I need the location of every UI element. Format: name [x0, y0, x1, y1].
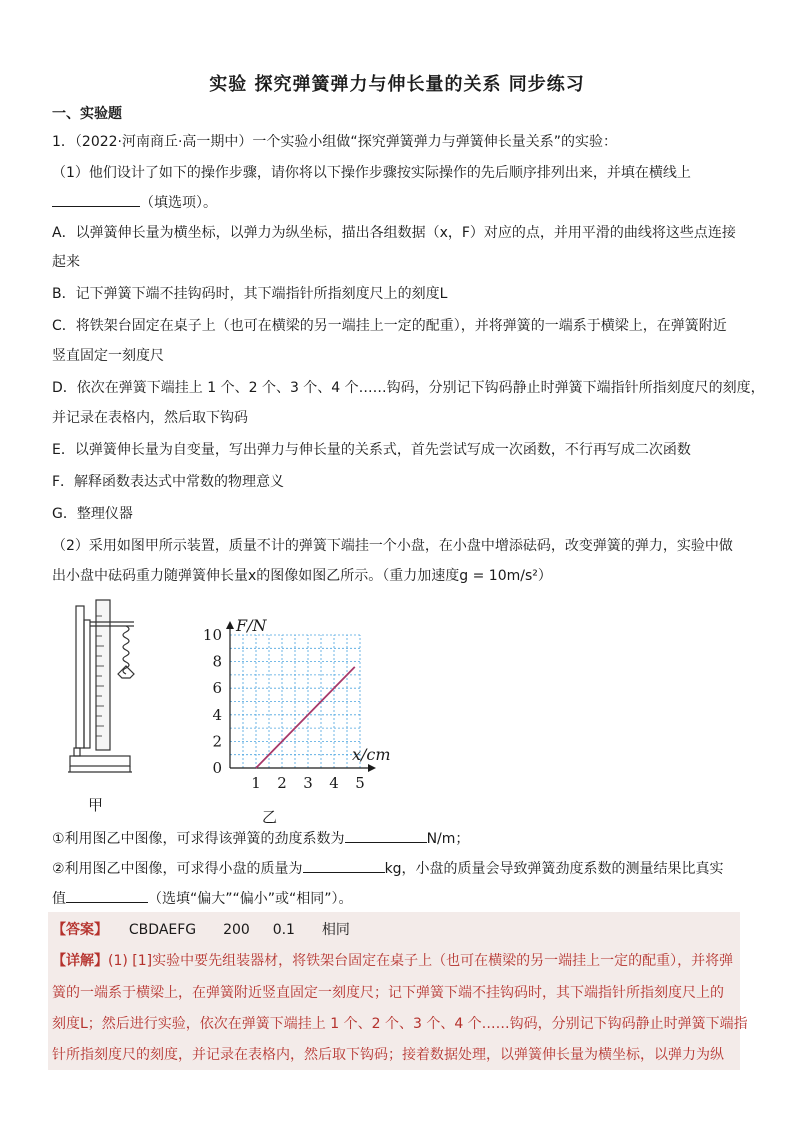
part1-prompt: （1）他们设计了如下的操作步骤，请你将以下操作步骤按实际操作的先后顺序排列出来，并填在横线上	[52, 165, 691, 181]
x-tick-label: 4	[329, 774, 339, 792]
y-axis-label: F/N	[236, 616, 267, 635]
comparison-blank[interactable]	[66, 888, 148, 903]
detail-line-3: 刻度L；然后进行实验，依次在弹簧下端挂上 1 个、2 个、3 个、4 个……钩码，分别记下钩码静止时弹簧下端指	[52, 1016, 748, 1032]
sub-question-2: ②利用图乙中图像，可求得小盘的质量为 kg，小盘的质量会导致弹簧劲度系数的测量结果比真实	[52, 858, 742, 879]
y-tick-label: 0	[212, 759, 222, 777]
sub-question-2-cont: 值 （选填“偏大”“偏小”或“相同”）。	[52, 888, 742, 909]
stiffness-blank[interactable]	[345, 828, 427, 843]
x-tick-label: 5	[355, 774, 365, 792]
figure-label-jia: 甲	[88, 796, 104, 814]
part1-answer-line: （填选项）。	[52, 192, 742, 213]
option-c-cont: 竖直固定一刻度尺	[52, 348, 164, 364]
option-e: E．以弹簧伸长量为自变量，写出弹力与伸长量的关系式，首先尝试写成一次函数，不行再写成二次函数	[52, 442, 691, 458]
x-tick-label: 1	[251, 774, 261, 792]
detail-line-4: 针所指刻度尺的刻度，并记录在表格内，然后取下钩码；接着数据处理，以弹簧伸长量为横坐标，以弹力为纵	[52, 1047, 724, 1063]
x-tick-label: 2	[277, 774, 287, 792]
option-a-cont: 起来	[52, 254, 80, 270]
option-a: A．以弹簧伸长量为横坐标，以弹力为纵坐标，描出各组数据（x，F）对应的点，并用平滑的曲线将这些点连接	[52, 225, 736, 241]
series-line	[256, 667, 355, 768]
figure-panel	[60, 596, 391, 828]
question-stem: 1．（2022·河南商丘·高一期中）一个实验小组做“探究弹簧弹力与弹簧伸长量关系”的实验：	[52, 134, 617, 150]
option-d: D．依次在弹簧下端挂上 1 个、2 个、3 个、4 个……钩码，分别记下钩码静止时弹簧下端指针所指刻度尺的刻度，	[52, 380, 765, 396]
force-extension-chart	[203, 616, 391, 792]
figure-label-yi: 乙	[262, 808, 278, 826]
x-axis-label: x/cm	[352, 745, 391, 764]
section-heading: 一、实验题	[52, 106, 122, 122]
y-tick-label: 8	[212, 652, 222, 671]
detail-line-1: 【详解】(1) [1]实验中要先组装器材，将铁架台固定在桌子上（也可在横梁的另一端挂上一定的配重），并将弹	[52, 953, 734, 969]
option-f: F．解释函数表达式中常数的物理意义	[52, 474, 285, 490]
answer-blank[interactable]	[52, 192, 140, 207]
part2-prompt: （2）采用如图甲所示装置，质量不计的弹簧下端挂一个小盘，在小盘中增添砝码，改变弹簧的弹力，实验中做	[52, 538, 733, 554]
answer-value: CBDAEFG	[128, 922, 197, 938]
x-tick-label: 3	[303, 774, 313, 792]
y-axis-arrow	[226, 621, 234, 629]
page-title: 实验 探究弹簧弹力与伸长量的关系 同步练习	[209, 74, 585, 95]
answer-line: 【答案】 CBDAEFG 200 0.1 相同	[52, 922, 350, 938]
option-d-cont: 并记录在表格内，然后取下钩码	[52, 410, 248, 426]
option-g: G．整理仪器	[52, 506, 133, 522]
y-tick-label: 4	[212, 705, 222, 724]
mass-blank[interactable]	[303, 858, 385, 873]
y-tick-label: 10	[202, 626, 222, 644]
y-tick-label: 2	[212, 732, 222, 751]
answer-value: 200	[223, 922, 250, 938]
part2-prompt-cont: 出小盘中砝码重力随弹簧伸长量x的图像如图乙所示。（重力加速度g = 10m/s²）	[52, 568, 552, 584]
answer-value: 0.1	[272, 922, 295, 938]
option-c: C．将铁架台固定在桌子上（也可在横梁的另一端挂上一定的配重），并将弹簧的一端系于横梁上，在弹簧附近	[52, 318, 727, 334]
option-b: B．记下弹簧下端不挂钩码时，其下端指针所指刻度尺上的刻度L	[52, 286, 448, 302]
answer-value: 相同	[321, 922, 350, 938]
detail-line-2: 簧的一端系于横梁上，在弹簧附近竖直固定一刻度尺；记下弹簧下端不挂钩码时，其下端指针所指刻度尺上的	[52, 985, 724, 1001]
sub-question-1: ①利用图乙中图像，可求得该弹簧的劲度系数为 N/m；	[52, 828, 742, 849]
x-axis-arrow	[368, 764, 376, 772]
y-tick-label: 6	[212, 679, 222, 698]
